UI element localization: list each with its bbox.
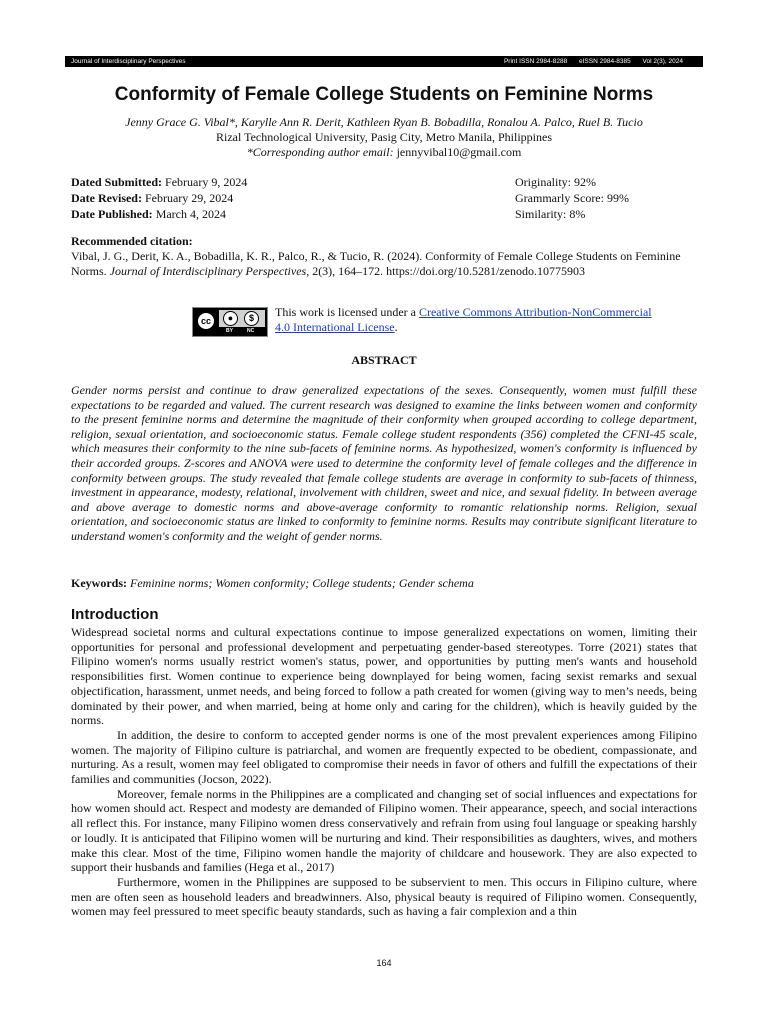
citation-label: Recommended citation: <box>71 234 193 248</box>
abstract-heading: ABSTRACT <box>351 353 417 367</box>
citation-text: Vibal, J. G., Derit, K. A., Bobadilla, K. R., Palco, R., & Tucio, R. (2024). Conformity of Female College Students on Feminine Norms. Journal of Interdisciplinary Perspectives, 2(3), 164–172. https://doi.org/10.5281/zenodo.10775903 <box>71 249 681 278</box>
quality-scores <box>515 174 629 222</box>
intro-paragraph-4: Furthermore, women in the Philippines are supposed to be subservient to men. This occurs in Filipino culture, where men are often seen as household leaders and breadwinners. Also, physical beauty is required of Filipino women. Consequently, women may feel pressured to meet specific beauty standards, such as having a fair complexion and a thin <box>71 874 697 919</box>
similarity-score: Similarity: 8% <box>515 207 586 221</box>
cc-by-nc-badge-icon[interactable] <box>192 307 268 337</box>
cc-logo-icon: cc <box>196 311 216 331</box>
badge-by-label: BY <box>226 328 233 334</box>
corresponding-email: jennyvibal10@gmail.com <box>393 145 522 159</box>
introduction-heading: Introduction <box>71 606 159 623</box>
author-block <box>0 115 768 160</box>
originality-score: Originality: 92% <box>515 175 596 189</box>
keywords-value: Feminine norms; Women conformity; College students; Gender schema <box>127 576 474 590</box>
keywords-label: Keywords: <box>71 576 127 590</box>
publication-dates <box>71 174 247 222</box>
license-link[interactable]: Creative Commons Attribution-NonCommercial 4.0 International License <box>275 305 652 334</box>
volume: Vol 2(3), 2024 <box>642 58 683 65</box>
date-revised: Date Revised: February 29, 2024 <box>71 191 234 205</box>
license-text: This work is licensed under a Creative Commons Attribution-NonCommercial 4.0 International License. <box>275 305 652 334</box>
keywords <box>71 576 474 591</box>
author-names: Jenny Grace G. Vibal*, Karylle Ann R. Derit, Kathleen Ryan B. Bobadilla, Ronalou A. Palco, Ruel B. Tucio <box>125 115 643 129</box>
intro-paragraph-3: Moreover, female norms in the Philippines are a complicated and changing set of social influences and expectations for how women should act. Respect and modesty are demanded of Filipino women. Their appearance, speech, and social interactions all reflect this. For instance, many Filipino women dress conservatively and refrain from using foul language or speaking harshly or loudly. It is anticipated that Filipino women will be nurturing and kind. Their responsibilities as daughters, wives, and mothers make this clear. Most of the time, Filipino women handle the majority of childcare and housework. They are also expected to support their husbands and families (Hega et al., 2017) <box>71 786 697 875</box>
recommended-citation <box>71 234 697 279</box>
date-published: Date Published: March 4, 2024 <box>71 207 227 221</box>
intro-paragraph-2: In addition, the desire to conform to accepted gender norms is one of the most prevalent experiences among Filipino women. The majority of Filipino culture is patriarchal, and women are frequently expected to be obedient, compassionate, and nurturing. As a result, women may feel obligated to compromise their needs in favor of others and fulfill the expectations of their families and communities (Jocson, 2022). <box>71 727 697 787</box>
journal-name: Journal of Interdisciplinary Perspectives <box>71 58 186 65</box>
affiliation: Rizal Technological University, Pasig City, Metro Manila, Philippines <box>215 130 552 144</box>
corresponding-author <box>0 145 768 160</box>
intro-paragraph-1: Widespread societal norms and cultural expectations continue to impose generalized expectations on women, limiting their opportunities for personal and professional development and perpetuating gender-based stereotypes. Torre (2021) states that Filipino women's norms usually restrict women's status, power, and opportunities by putting men's wants and household responsibilities first. Women continue to experience being downplayed for being women, facing sexist remarks and sexual objectification, harassment, unmet needs, and being forced to follow a path created for women (giving way to men’s needs, being dominated by their power, and when married, being at home only and caring for the children), which is heavily guided by the norms. <box>71 625 697 728</box>
badge-nc-label: NC <box>247 328 255 334</box>
abstract-text: Gender norms persist and continue to draw generalized expectations of the sexes. Consequently, women must fulfill these expectations to be regarded and valued. The current research was designed to examine the links between women and conformity to the present feminine norms and determine the magnitude of their conformity when grouped according to college department, religion, sexual orientation, and socioeconomic status. Female college student respondents (356) completed the CFNI-45 scale, which measures their conformity to the nine sub-facets of feminine norms. As hypothesized, women's conformity is influenced by their accorded groups. Z-scores and ANOVA were used to determine the conformity level of female colleges and the difference in conformity between groups. The study revealed that female college students are average in conformity to sub-facets of thinness, investment in appearance, modesty, relational, involvement with children, sweet and nice, and sexual fidelity. In between average and above average to domestic norms and above-average conformity to romantic relationship norms. Religion, sexual orientation, and socioeconomic status are linked to conformity to feminine norms. Results may contribute significant literature to understand women's conformity and the weight of gender norms. <box>71 383 697 543</box>
grammarly-score: Grammarly Score: 99% <box>515 191 629 205</box>
eissn: eISSN 2984-8385 <box>579 58 631 65</box>
attribution-icon: ● <box>223 311 238 326</box>
journal-header-bar <box>65 56 703 67</box>
page-number: 164 <box>376 958 392 968</box>
journal-issn-info <box>494 56 683 67</box>
print-issn: Print ISSN 2984-8288 <box>503 58 568 65</box>
noncommercial-icon: $ <box>244 311 259 326</box>
paper-title: Conformity of Female College Students on Feminine Norms <box>114 84 654 105</box>
introduction-body <box>71 625 697 919</box>
corresponding-label: *Corresponding author email: <box>246 145 394 159</box>
date-submitted: Dated Submitted: February 9, 2024 <box>71 175 248 189</box>
